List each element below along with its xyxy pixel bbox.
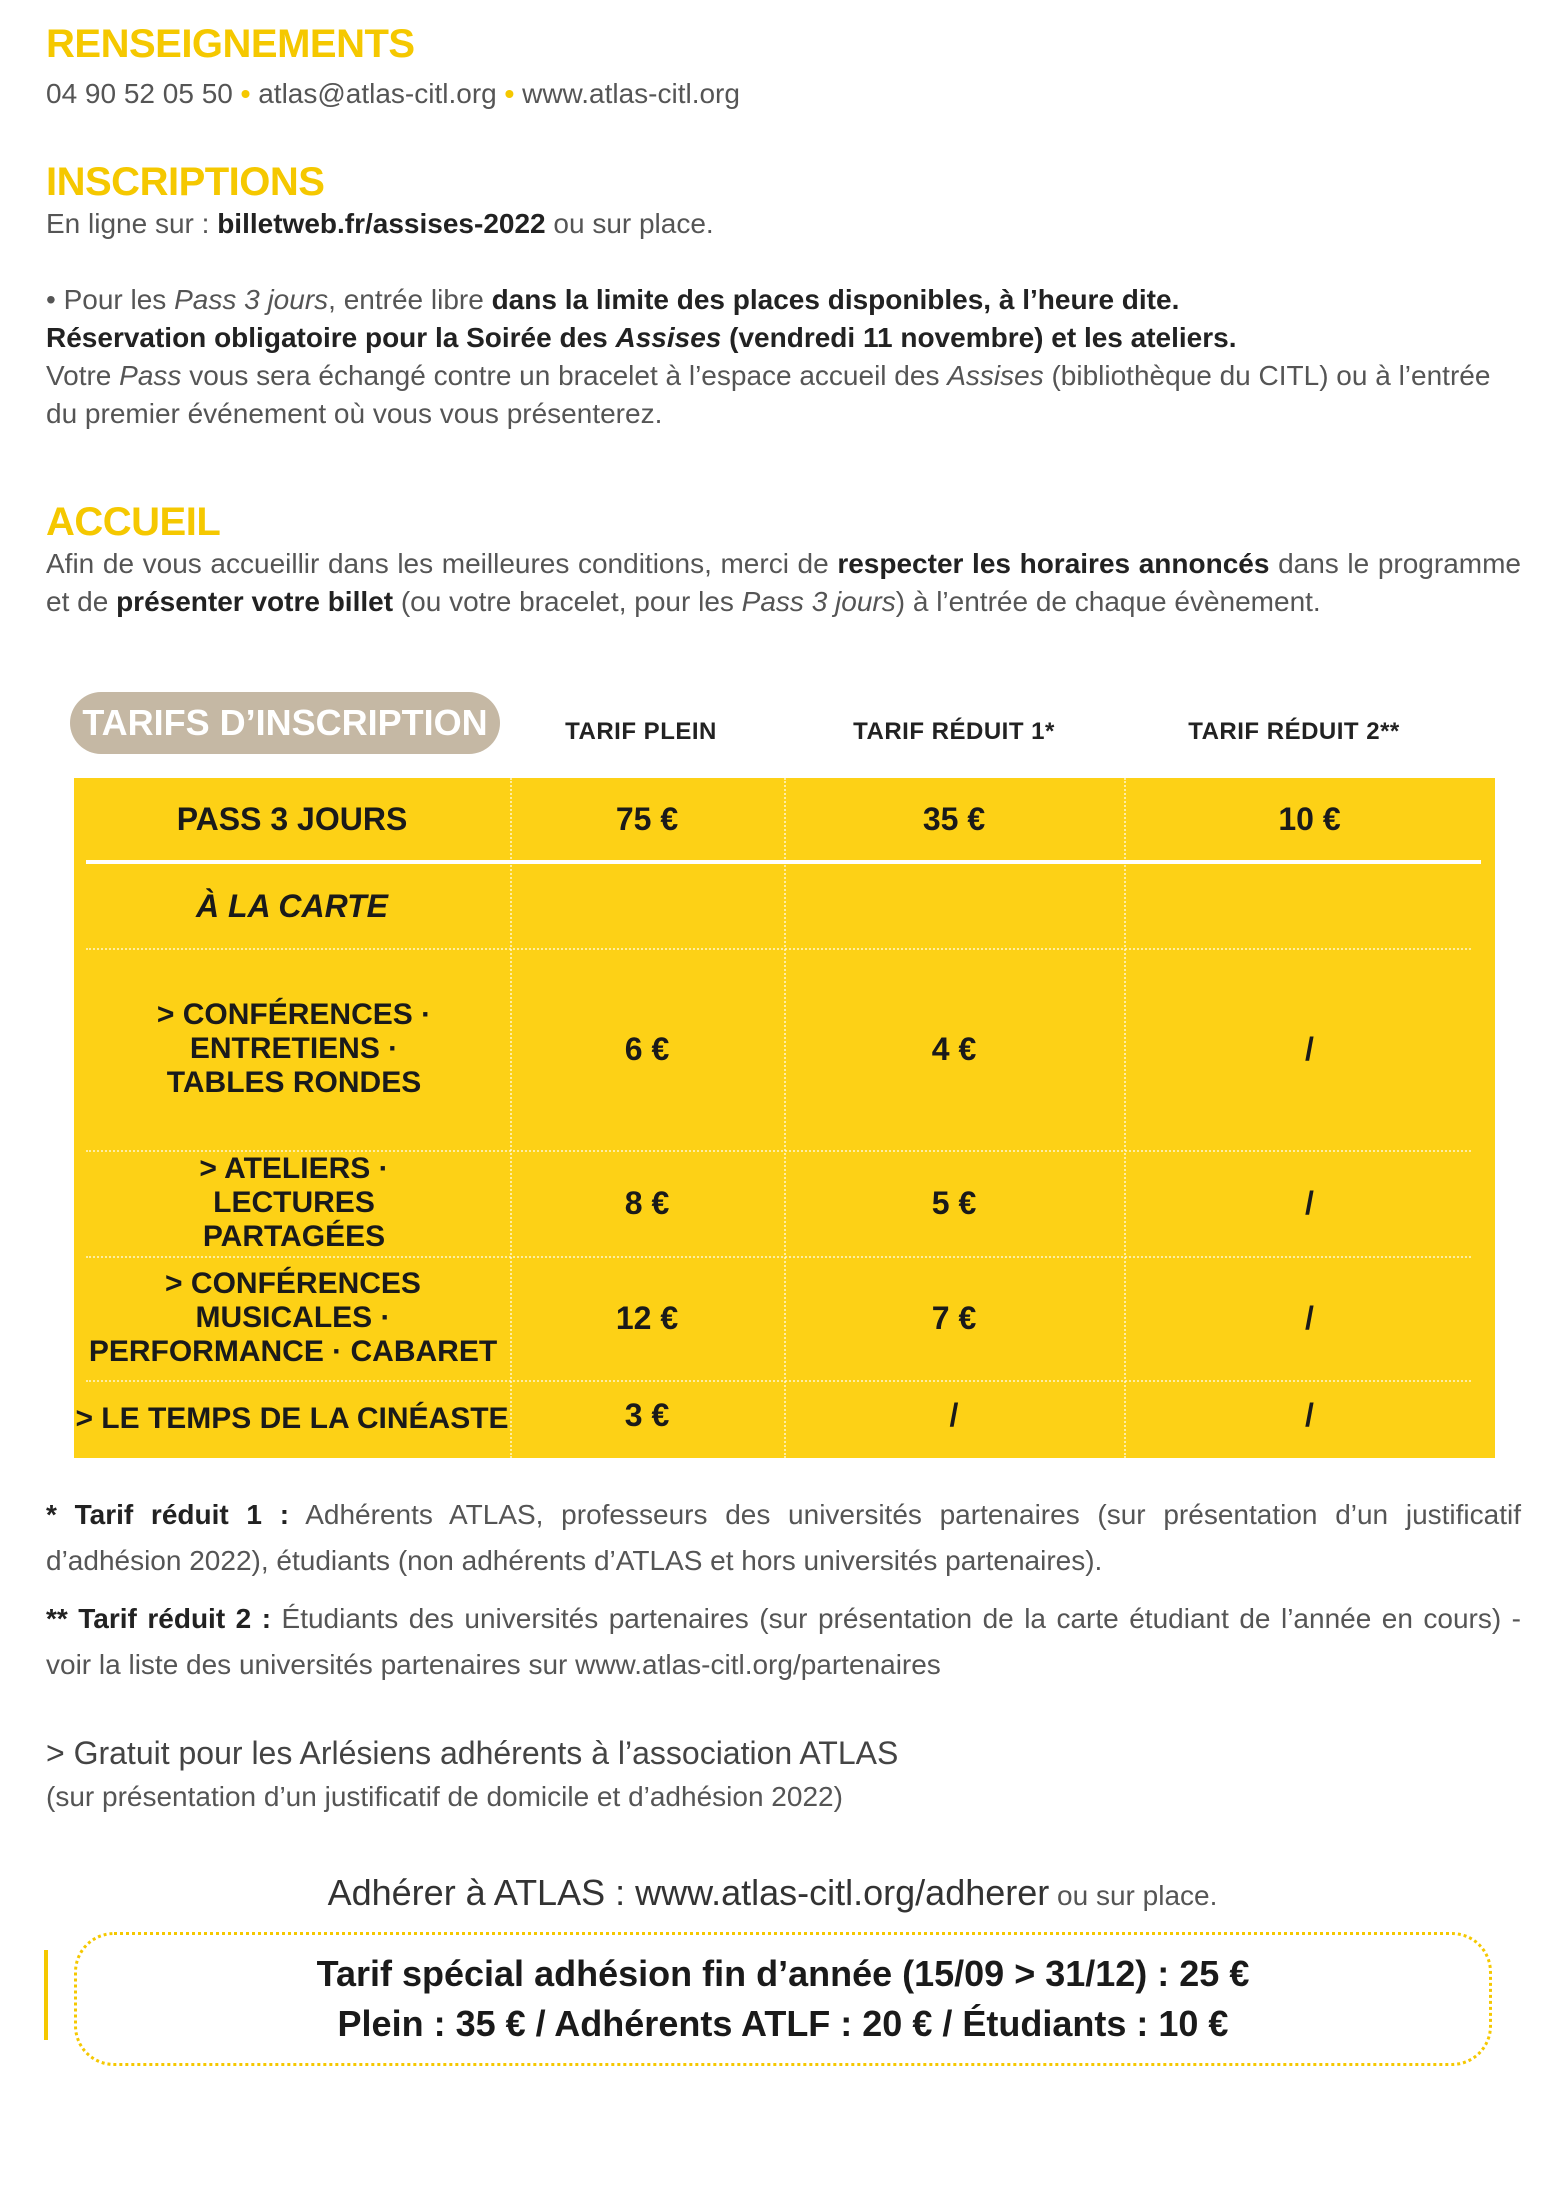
- text: (ou votre bracelet, pour les: [393, 586, 742, 617]
- separator: •: [504, 78, 515, 109]
- gratuit-section: [46, 1730, 1521, 1818]
- cell-value: 7 €: [931, 1299, 977, 1336]
- email-link[interactable]: atlas@atlas-citl.org: [258, 78, 497, 109]
- note-tarif-reduit-1: [46, 1492, 1521, 1584]
- inscriptions-section: [46, 160, 1521, 433]
- renseignements-title: RENSEIGNEMENTS: [46, 22, 415, 66]
- cell-value: 10 €: [1278, 800, 1341, 837]
- note-text: Adhérents ATLAS, professeurs des universités partenaires (sur présentation d’un justificatif d’adhésion 2022), étudiants (non adhérents d’ATLAS et hors universités partenaires).: [46, 1499, 1521, 1576]
- row-label-cineaste: > LE TEMPS DE LA CINÉASTE: [75, 1402, 509, 1435]
- cell-value: /: [1305, 1299, 1314, 1336]
- inscriptions-online: [46, 205, 1521, 243]
- note-label: ** Tarif réduit 2 :: [46, 1603, 272, 1634]
- header-tarif-reduit-2: TARIF RÉDUIT 2**: [1188, 718, 1400, 745]
- text: ou sur place.: [545, 208, 714, 239]
- website-link[interactable]: www.atlas-citl.org: [522, 78, 740, 109]
- text: respecter les horaires annoncés: [837, 548, 1270, 579]
- note-tarif-reduit-2: [46, 1596, 1521, 1688]
- cell-value: 12 €: [615, 1299, 679, 1336]
- cell-value: 6 €: [624, 1030, 670, 1067]
- row-label-conferences-musicales: > CONFÉRENCES MUSICALES · PERFORMANCE · CABARET: [88, 1267, 498, 1368]
- cell-value: 3 €: [624, 1396, 670, 1433]
- billetweb-link[interactable]: billetweb.fr/assises-2022: [217, 208, 546, 239]
- row-label-a-la-carte: À LA CARTE: [196, 887, 388, 924]
- cell-value: /: [949, 1396, 959, 1433]
- text: • Pour les: [46, 284, 175, 315]
- text: , entrée libre: [328, 284, 492, 315]
- note-label: * Tarif réduit 1 :: [46, 1499, 290, 1530]
- accueil-section: [46, 500, 1521, 621]
- row-label-conferences: > CONFÉRENCES · ENTRETIENS · TABLES RONDES: [156, 998, 432, 1099]
- note-text: Étudiants des universités partenaires (sur présentation de la carte étudiant de l’année en cours) - voir la liste des universités partenaires sur www.atlas-citl.org/partenaires: [46, 1603, 1522, 1680]
- header-tarif-plein: TARIF PLEIN: [565, 718, 717, 745]
- accent-bar: [44, 1950, 48, 2040]
- adherer-suffix: ou sur place.: [1049, 1880, 1218, 1911]
- text: Afin de vous accueillir dans les meilleures conditions, merci de: [46, 548, 838, 579]
- text: Réservation obligatoire pour la Soirée des: [46, 322, 616, 353]
- adhesion-special-rate: Tarif spécial adhésion fin d’année (15/09 > 31/12) : 25 €: [316, 1953, 1250, 1994]
- separator: •: [240, 78, 251, 109]
- renseignements-section: [46, 22, 740, 113]
- text: Pass 3 jours: [174, 284, 329, 315]
- row-label-pass: PASS 3 JOURS: [176, 800, 408, 837]
- text: (vendredi 11 novembre) et les ateliers.: [721, 322, 1237, 353]
- cell-value: /: [1305, 1184, 1314, 1221]
- tarifs-pill: TARIFS D’INSCRIPTION: [70, 692, 500, 754]
- cell-value: 5 €: [931, 1184, 977, 1221]
- text: Votre: [46, 360, 120, 391]
- text: Pass 3 jours: [741, 586, 896, 617]
- text: Assises: [947, 360, 1044, 391]
- tarifs-table: [74, 778, 1495, 1458]
- cell-value: 35 €: [922, 800, 986, 837]
- text: En ligne sur :: [46, 208, 218, 239]
- phone-number: 04 90 52 05 50: [46, 78, 233, 109]
- pass-info: [46, 281, 1521, 319]
- text: dans le programme et de: [46, 548, 1521, 617]
- gratuit-condition: (sur présentation d’un justificatif de domicile et d’adhésion 2022): [46, 1781, 843, 1812]
- notes-section: [46, 1492, 1521, 1688]
- cell-value: 8 €: [624, 1184, 670, 1221]
- adhesion-box: [74, 1932, 1492, 2066]
- inscriptions-title: INSCRIPTIONS: [46, 160, 325, 204]
- adhesion-rates: Plein : 35 € / Adhérents ATLF : 20 € / Étudiants : 10 €: [337, 2003, 1229, 2044]
- contact-line: [46, 75, 740, 113]
- accueil-text: [46, 545, 1521, 621]
- text: présenter votre billet: [116, 586, 394, 617]
- reservation-info: [46, 319, 1521, 357]
- text: ) à l’entrée de chaque évènement.: [895, 586, 1321, 617]
- text: (bibliothèque du CITL) ou à l’entrée du premier événement où vous vous présenterez.: [46, 360, 1491, 429]
- row-label-ateliers: > ATELIERS · LECTURES PARTAGÉES: [199, 1152, 389, 1253]
- accueil-title: ACCUEIL: [46, 500, 221, 544]
- text: Pass: [119, 360, 182, 391]
- cell-value: 4 €: [931, 1030, 977, 1067]
- cell-value: 75 €: [615, 800, 679, 837]
- text: vous sera échangé contre un bracelet à l’espace accueil des: [181, 360, 948, 391]
- text: dans la limite des places disponibles, à l’heure dite.: [491, 284, 1180, 315]
- cell-value: /: [1305, 1396, 1314, 1433]
- adherer-line: [0, 1872, 1545, 1914]
- cell-value: /: [1305, 1030, 1314, 1067]
- bracelet-info: [46, 357, 1521, 433]
- adherer-link[interactable]: Adhérer à ATLAS : www.atlas-citl.org/adherer: [327, 1872, 1050, 1913]
- gratuit-line: > Gratuit pour les Arlésiens adhérents à l’association ATLAS: [46, 1735, 899, 1771]
- header-tarif-reduit-1: TARIF RÉDUIT 1*: [853, 718, 1055, 745]
- text: Assises: [615, 322, 722, 353]
